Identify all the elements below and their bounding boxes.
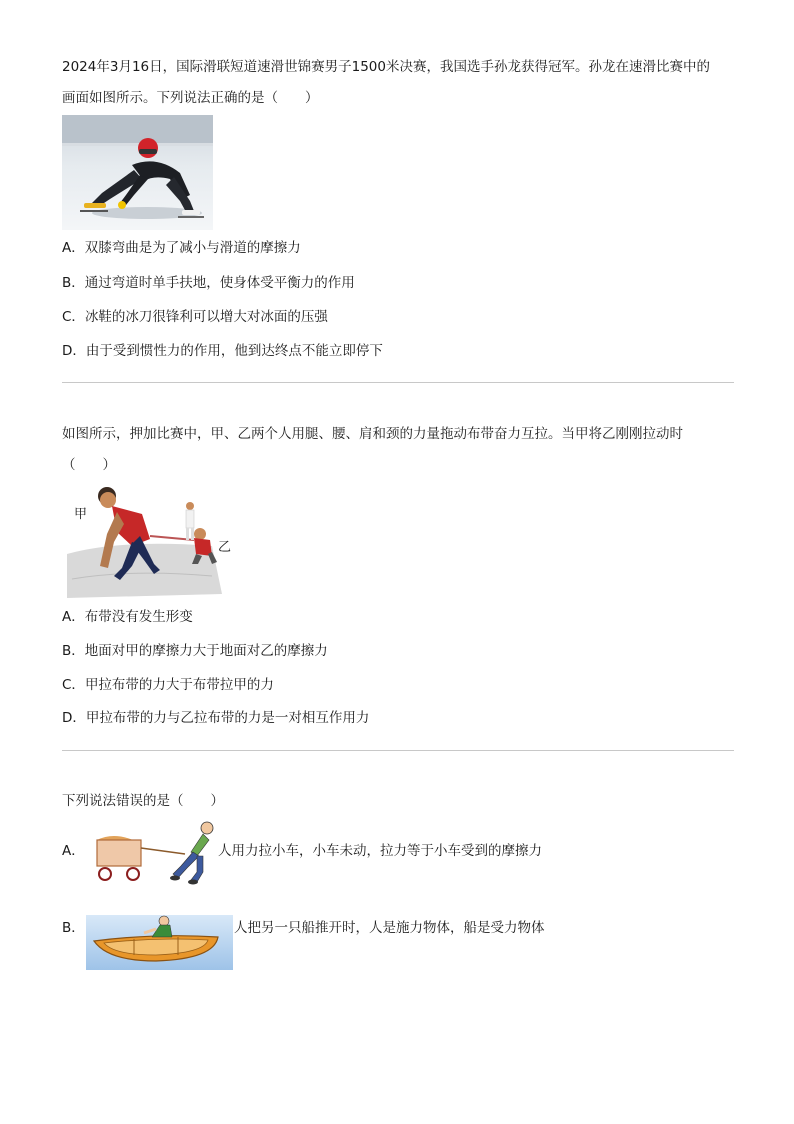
- q1-stem-line1: 2024年3月16日，国际滑联短道速滑世锦赛男子1500米决赛，我国选手孙龙获得冠军。孙龙在速滑比赛中的: [62, 59, 710, 75]
- q3-option-a-label: A．: [62, 843, 85, 859]
- q3-option-a-text: 人用力拉小车，小车未动，拉力等于小车受到的摩擦力: [218, 843, 542, 859]
- q1-option-a: A．双膝弯曲是为了减小与滑道的摩擦力: [62, 240, 301, 256]
- q2-option-b: B．地面对甲的摩擦力大于地面对乙的摩擦力: [62, 643, 328, 659]
- q1-option-b: B．通过弯道时单手扶地，使身体受平衡力的作用: [62, 275, 355, 291]
- speed-skater-image: [62, 115, 213, 230]
- figure-label-yi: 乙: [218, 540, 232, 555]
- q1-option-c: C．冰鞋的冰刀很锋利可以增大对冰面的压强: [62, 309, 328, 325]
- q2-option-a: A．布带没有发生形变: [62, 609, 193, 625]
- q2-stem-line2: （ ）: [62, 457, 116, 473]
- q3-stem: 下列说法错误的是（ ）: [62, 793, 224, 809]
- question-divider: [62, 750, 734, 751]
- cart-pulling-image: [93, 818, 217, 886]
- q1-stem-line2: 画面如图所示。下列说法正确的是（ ）: [62, 90, 319, 106]
- q3-option-b-label: B．: [62, 920, 85, 936]
- figure-label-jia: 甲: [74, 507, 88, 522]
- tug-of-war-image: [62, 484, 234, 598]
- q3-option-b-text: 人把另一只船推开时，人是施力物体，船是受力物体: [234, 920, 545, 936]
- boat-push-image: [86, 915, 233, 970]
- question-divider: [62, 382, 734, 383]
- q2-stem-line1: 如图所示，押加比赛中，甲、乙两个人用腿、腰、肩和颈的力量拖动布带奋力互拉。当甲将乙刚刚拉动时: [62, 426, 683, 442]
- q1-option-d: D．由于受到惯性力的作用，他到达终点不能立即停下: [62, 343, 383, 359]
- q2-option-d: D．甲拉布带的力与乙拉布带的力是一对相互作用力: [62, 710, 370, 726]
- q2-option-c: C．甲拉布带的力大于布带拉甲的力: [62, 677, 274, 693]
